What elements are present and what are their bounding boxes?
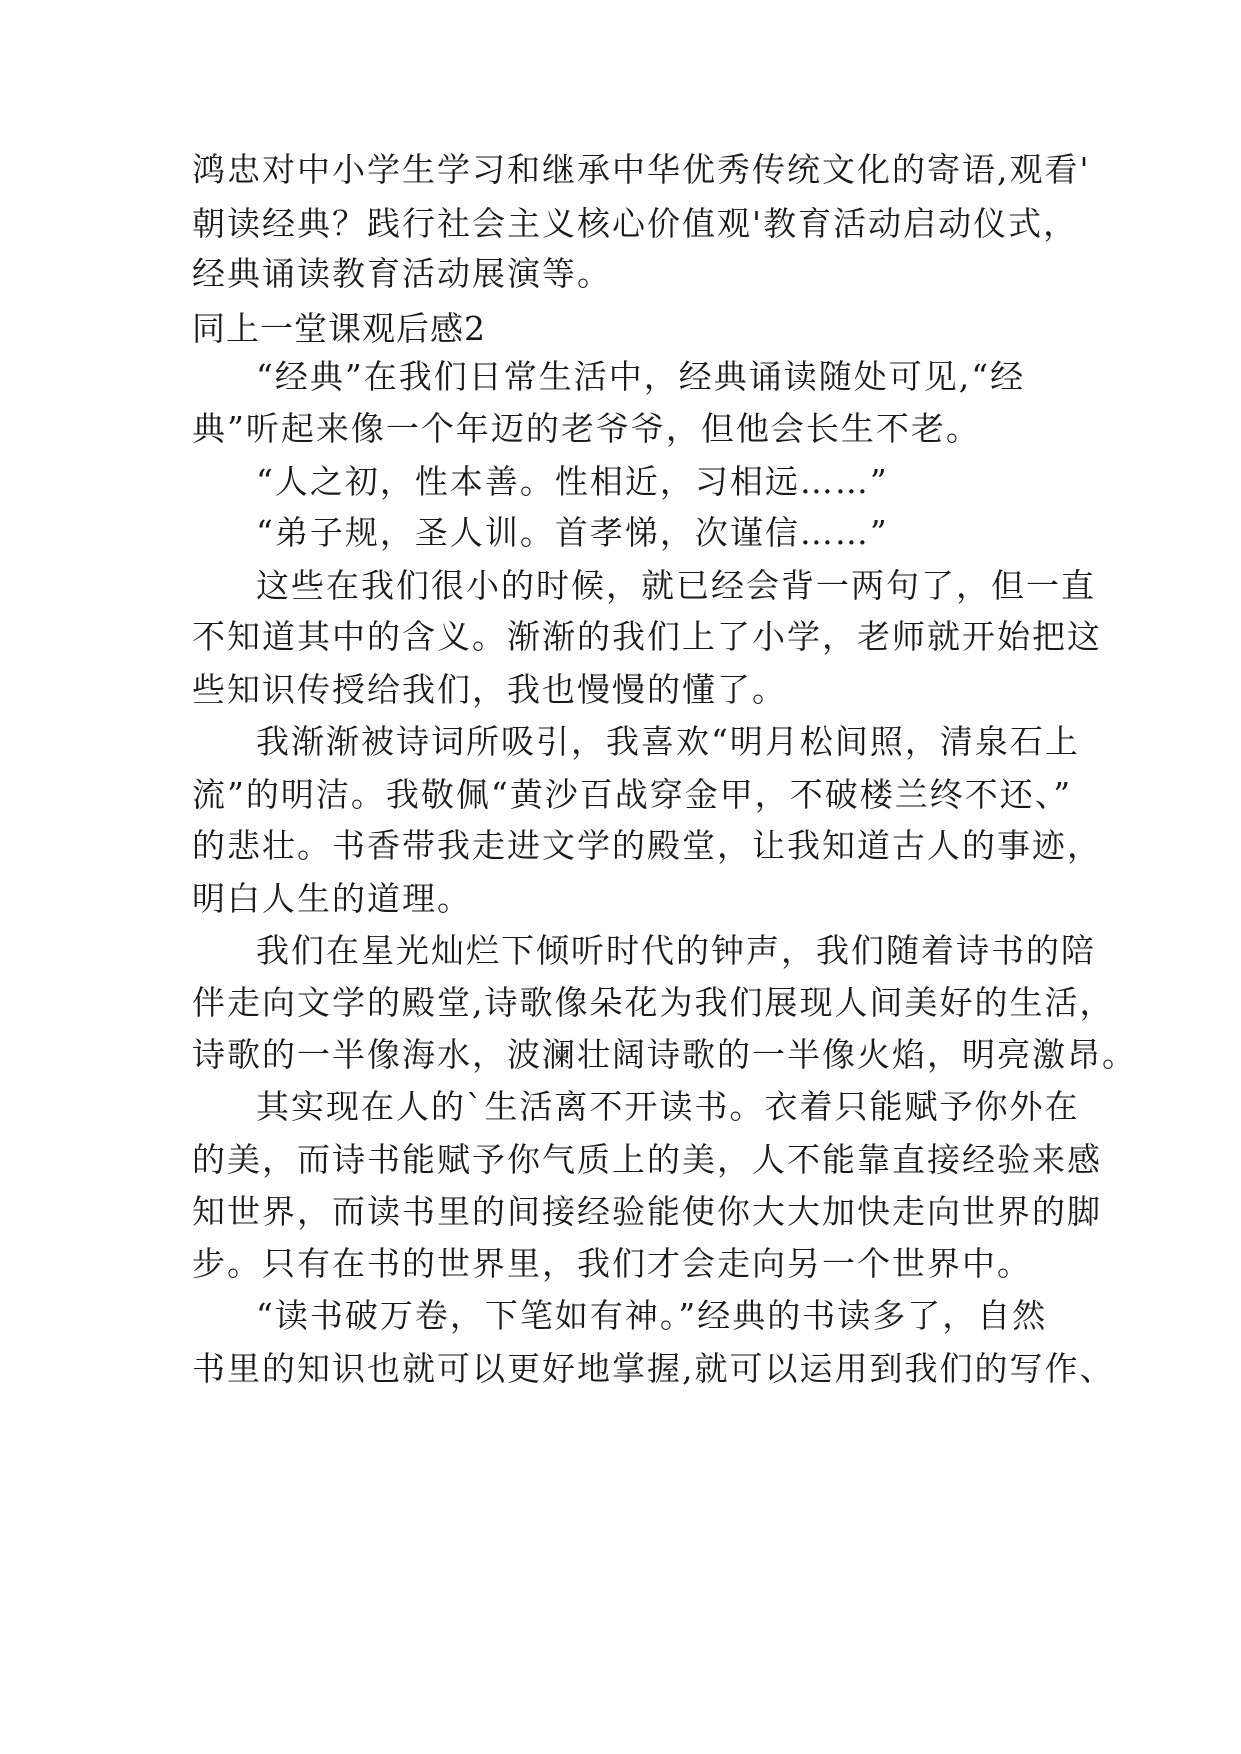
section-title: 同上一堂课观后感2 xyxy=(192,309,486,348)
paragraph-line: “弟子规，圣人训。首孝悌，次谨信……” xyxy=(256,513,889,552)
paragraph-line: 流”的明洁。我敬佩“黄沙百战穿金甲，不破楼兰终不还、” xyxy=(192,775,1073,814)
paragraph-line: 不知道其中的含义。渐渐的我们上了小学，老师就开始把这 xyxy=(192,617,1102,656)
paragraph-line: 书里的知识也就可以更好地掌握,就可以运用到我们的写作、 xyxy=(192,1349,1115,1388)
paragraph-line: 我渐渐被诗词所吸引，我喜欢“明月松间照，清泉石上 xyxy=(256,722,1080,761)
paragraph-line: 明白人生的道理。 xyxy=(192,879,472,918)
paragraph-line: “人之初，性本善。性相近，习相远……” xyxy=(256,462,889,501)
paragraph-line: 知世界，而读书里的间接经验能使你大大加快走向世界的脚 xyxy=(192,1192,1102,1231)
paragraph-line: 我们在星光灿烂下倾听时代的钟声，我们随着诗书的陪 xyxy=(256,931,1096,970)
paragraph-line: 其实现在人的`生活离不开读书。衣着只能赋予你外在 xyxy=(256,1087,1080,1126)
intro-line: 鸿忠对中小学生学习和继承中华优秀传统文化的寄语,观看' xyxy=(192,150,1091,189)
paragraph-line: 这些在我们很小的时候，就已经会背一两句了，但一直 xyxy=(256,566,1096,605)
paragraph-line: 的美，而诗书能赋予你气质上的美，人不能靠直接经验来感 xyxy=(192,1140,1102,1179)
paragraph-line: 步。只有在书的世界里，我们才会走向另一个世界中。 xyxy=(192,1244,1032,1283)
paragraph-line: “经典”在我们日常生活中，经典诵读随处可见,“经 xyxy=(256,357,1026,396)
paragraph-line: 典”听起来像一个年迈的老爷爷，但他会长生不老。 xyxy=(192,409,981,448)
paragraph-line: 的悲壮。书香带我走进文学的殿堂，让我知道古人的事迹， xyxy=(192,826,1102,865)
paragraph-line: “读书破万卷，下笔如有神。”经典的书读多了，自然 xyxy=(256,1296,1048,1335)
intro-line: 朝读经典？践行社会主义核心价值观'教育活动启动仪式， xyxy=(192,204,1079,243)
paragraph-line: 诗歌的一半像海水，波澜壮阔诗歌的一半像火焰，明亮激昂。 xyxy=(192,1035,1137,1074)
paragraph-line: 些知识传授给我们，我也慢慢的懂了。 xyxy=(192,670,787,709)
intro-line: 经典诵读教育活动展演等。 xyxy=(192,254,612,293)
paragraph-line: 伴走向文学的殿堂,诗歌像朵花为我们展现人间美好的生活， xyxy=(192,983,1115,1022)
